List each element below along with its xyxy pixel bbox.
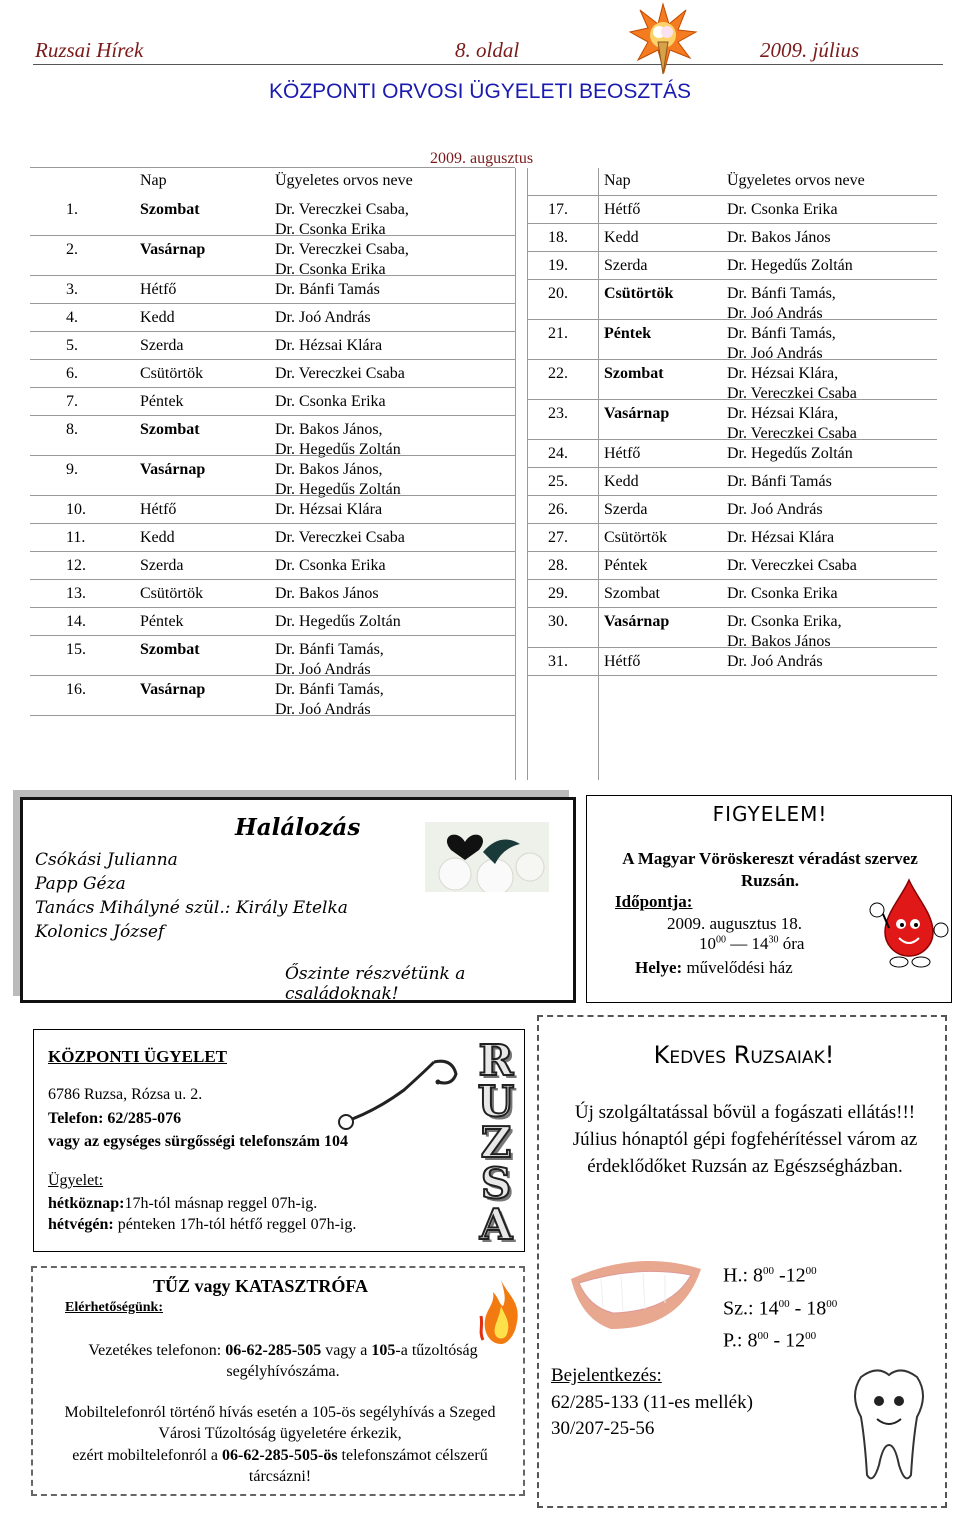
schedule-row-day: Csütörtök xyxy=(604,529,668,546)
ruzsa-logo-letter: S xyxy=(480,1159,512,1208)
obituary-names xyxy=(35,848,348,944)
schedule-row-doctor: Dr. Vereczkei Csaba, xyxy=(275,241,409,258)
fire-reach-label: Elérhetőségünk: xyxy=(65,1300,163,1315)
schedule-row-day: Vasárnap xyxy=(604,613,670,630)
schedule-row-doctor: Dr. Hegedűs Zoltán xyxy=(275,613,401,630)
schedule-row-doctor: Dr. Vereczkei Csaba xyxy=(275,529,405,546)
schedule-row-number: 31. xyxy=(548,653,568,670)
schedule-row-day: Csütörtök xyxy=(604,285,674,302)
schedule-row-day: Szombat xyxy=(140,201,200,218)
dental-title: Kedves Ruzsaiak! xyxy=(653,1041,835,1069)
schedule-row-number: 18. xyxy=(548,229,568,246)
fire-emergency-box xyxy=(31,1266,525,1496)
schedule-row-doctor: Dr. Bakos János xyxy=(727,229,831,246)
schedule-row-rule xyxy=(30,275,515,276)
schedule-row-doctor: Dr. Joó András xyxy=(727,653,823,670)
blood-drive-hours: $10^{00}$ — $14^{30}$ óra xyxy=(699,934,805,953)
schedule-row-rule xyxy=(30,387,515,388)
schedule-row-number: 25. xyxy=(548,473,568,490)
schedule-row-rule xyxy=(527,319,937,320)
schedule-row-number: 1. xyxy=(66,201,78,218)
schedule-row-rule xyxy=(527,359,937,360)
tooth-mascot-icon xyxy=(847,1365,931,1489)
schedule-row-rule xyxy=(527,523,937,524)
schedule-row-number: 24. xyxy=(548,445,568,462)
schedule-row-number: 15. xyxy=(66,641,86,658)
schedule-row-number: 29. xyxy=(548,585,568,602)
schedule-row-day: Péntek xyxy=(140,613,184,630)
schedule-row-doctor: Dr. Vereczkei Csaba, xyxy=(275,201,409,218)
ruzsa-logo-letter: A xyxy=(479,1200,513,1249)
stethoscope-icon xyxy=(334,1052,464,1132)
ruzsa-logo-letter: R xyxy=(478,1036,514,1085)
schedule-row-rule xyxy=(527,399,937,400)
blood-drive-box xyxy=(586,795,952,1003)
schedule-row-doctor: Dr. Bánfi Tamás xyxy=(727,473,832,490)
schedule-row-doctor: Dr. Joó András xyxy=(727,305,823,322)
schedule-row-rule xyxy=(30,551,515,552)
schedule-row-number: 17. xyxy=(548,201,568,218)
fire-title: TŰZ vagy KATASZTRÓFA xyxy=(153,1276,369,1296)
schedule-row-doctor: Dr. Hézsai Klára xyxy=(275,337,383,354)
central-duty-weekend: hétvégén: pénteken 17h-tól hétfő reggel 07h-ig. xyxy=(48,1216,357,1233)
schedule-row-doctor: Dr. Bánfi Tamás, xyxy=(727,285,836,302)
schedule-row-day: Szerda xyxy=(604,257,648,274)
table-divider xyxy=(527,168,528,780)
schedule-row-doctor: Dr. Hegedűs Zoltán xyxy=(275,441,401,458)
schedule-row-number: 10. xyxy=(66,501,86,518)
schedule-row-number: 19. xyxy=(548,257,568,274)
schedule-row-rule xyxy=(30,523,515,524)
schedule-row-doctor: Dr. Bakos János xyxy=(727,633,831,650)
blood-drive-location: Helye: művelődési ház xyxy=(635,958,793,977)
schedule-row-rule xyxy=(527,675,937,676)
schedule-row-rule xyxy=(527,467,937,468)
schedule-row-day: Kedd xyxy=(604,229,639,246)
central-duty-emergency: vagy az egységes sürgősségi telefonszám 104 xyxy=(48,1133,348,1150)
fire-mobile-number: ezért mobiltelefonról a 06-62-285-505-ös telefonszámot célszerű tárcsázni! xyxy=(72,1447,488,1485)
header-date: 2009. július xyxy=(760,38,860,62)
dental-hours-row: P.: $8^{00} - 12^{00}$ xyxy=(723,1329,817,1352)
schedule-row-number: 11. xyxy=(66,529,86,546)
schedule-row-day: Szombat xyxy=(604,585,660,602)
schedule-month: 2009. augusztus xyxy=(430,150,534,167)
col-header-doctor-left: Ügyeletes orvos neve xyxy=(275,172,413,189)
blood-drive-title: FIGYELEM! xyxy=(712,802,828,826)
schedule-row-day: Hétfő xyxy=(604,201,641,218)
schedule-row-rule xyxy=(30,579,515,580)
schedule-row-number: 6. xyxy=(66,365,78,382)
schedule-row-day: Szerda xyxy=(140,337,184,354)
schedule-row-doctor: Dr. Csonka Erika xyxy=(727,201,838,218)
schedule-row-rule xyxy=(30,675,515,676)
obituary-name: Csókási Julianna xyxy=(35,850,178,870)
schedule-row-doctor: Dr. Bakos János, xyxy=(275,421,383,438)
schedule-row-day: Csütörtök xyxy=(140,365,204,382)
schedule-row-rule xyxy=(30,235,515,236)
schedule-row-day: Kedd xyxy=(604,473,639,490)
central-duty-address: 6786 Ruzsa, Rózsa u. 2. xyxy=(48,1086,203,1103)
schedule-row-doctor: Dr. Joó András xyxy=(275,309,371,326)
schedule-row-day: Szombat xyxy=(604,365,664,382)
schedule-row-doctor: Dr. Csonka Erika xyxy=(727,585,838,602)
dental-announcement: Új szolgáltatással bővül a fogászati ellátás!!! Július hónaptól gépi fogfehérítéssel várom az érdeklődőket Ruzsán az Egészségházban. xyxy=(572,1102,918,1177)
schedule-row-number: 20. xyxy=(548,285,568,302)
schedule-row-doctor: Dr. Bánfi Tamás xyxy=(275,281,380,298)
col-header-day-right: Nap xyxy=(604,172,631,189)
schedule-row-number: 30. xyxy=(548,613,568,630)
schedule-row-rule xyxy=(30,359,515,360)
col-header-day-left: Nap xyxy=(140,172,167,189)
schedule-row-doctor: Dr. Csonka Erika xyxy=(275,557,386,574)
roses-heart-image xyxy=(425,822,549,892)
schedule-row-rule xyxy=(527,607,937,608)
obituary-closing: Őszinte részvétünk a családoknak! xyxy=(285,964,466,1004)
schedule-row-number: 14. xyxy=(66,613,86,630)
central-duty-weekday: hétköznap:17h-tól másnap reggel 07h-ig. xyxy=(48,1195,318,1212)
table-top-rule xyxy=(527,195,937,196)
fire-landline: Vezetékes telefonon: 06-62-285-505 vagy a 105-a tűzoltóság segélyhívószáma. xyxy=(88,1342,478,1380)
schedule-row-rule xyxy=(527,647,937,648)
schedule-row-rule xyxy=(527,495,937,496)
schedule-row-doctor: Dr. Csonka Erika xyxy=(275,221,386,238)
smile-image xyxy=(561,1249,711,1345)
schedule-row-rule xyxy=(30,607,515,608)
schedule-row-doctor: Dr. Csonka Erika xyxy=(275,393,386,410)
blood-drive-announcement: A Magyar Vöröskereszt véradást szervez Ruzsán. xyxy=(622,849,918,890)
header-rule xyxy=(33,64,943,65)
obituary-name: Papp Géza xyxy=(35,874,126,894)
schedule-row-doctor: Dr. Csonka Erika xyxy=(275,261,386,278)
schedule-row-rule xyxy=(527,251,937,252)
schedule-row-day: Hétfő xyxy=(604,653,641,670)
obituary-name: Kolonics József xyxy=(35,922,165,942)
schedule-row-day: Hétfő xyxy=(140,501,177,518)
header-left: Ruzsai Hírek xyxy=(35,38,144,62)
table-divider xyxy=(598,168,599,780)
schedule-row-doctor: Dr. Hézsai Klára xyxy=(727,529,835,546)
schedule-row-doctor: Dr. Hegedűs Zoltán xyxy=(727,445,853,462)
obituary-box xyxy=(20,797,576,1003)
schedule-row-doctor: Dr. Csonka Erika, xyxy=(727,613,842,630)
schedule-row-doctor: Dr. Joó András xyxy=(727,345,823,362)
dental-hours-row: Sz.: $14^{00} - 18^{00}$ xyxy=(723,1297,838,1320)
central-duty-phone: Telefon: 62/285-076 xyxy=(48,1110,182,1127)
schedule-row-rule xyxy=(30,715,515,716)
schedule-row-rule xyxy=(30,331,515,332)
schedule-row-doctor: Dr. Bakos János, xyxy=(275,461,383,478)
schedule-row-rule xyxy=(527,551,937,552)
schedule-row-doctor: Dr. Bánfi Tamás, xyxy=(275,681,384,698)
sun-icecream-icon xyxy=(628,2,698,82)
schedule-row-number: 22. xyxy=(548,365,568,382)
flame-icon xyxy=(477,1276,525,1348)
schedule-row-day: Vasárnap xyxy=(140,461,206,478)
schedule-row-day: Vasárnap xyxy=(604,405,670,422)
schedule-row-number: 4. xyxy=(66,309,78,326)
schedule-row-doctor: Dr. Joó András xyxy=(275,661,371,678)
col-header-doctor-right: Ügyeletes orvos neve xyxy=(727,172,865,189)
obituary-title: Halálozás xyxy=(235,814,361,841)
schedule-row-number: 13. xyxy=(66,585,86,602)
blood-drive-date: 2009. augusztus 18. xyxy=(667,914,803,933)
schedule-row-number: 2. xyxy=(66,241,78,258)
schedule-row-day: Vasárnap xyxy=(140,681,206,698)
schedule-row-doctor: Dr. Hegedűs Zoltán xyxy=(275,481,401,498)
central-duty-title: KÖZPONTI ÜGYELET xyxy=(48,1047,228,1066)
dental-hours-row: H.: $8^{00}$ $-12^{00}$ xyxy=(723,1264,817,1287)
ruzsa-logo xyxy=(472,1036,520,1249)
schedule-row-rule xyxy=(527,279,937,280)
schedule-row-day: Csütörtök xyxy=(140,585,204,602)
schedule-row-number: 3. xyxy=(66,281,78,298)
schedule-row-rule xyxy=(30,303,515,304)
schedule-row-doctor: Dr. Joó András xyxy=(275,701,371,718)
schedule-row-day: Kedd xyxy=(140,529,175,546)
dental-phone-2: 30/207-25-56 xyxy=(551,1418,655,1439)
schedule-row-number: 12. xyxy=(66,557,86,574)
schedule-row-number: 8. xyxy=(66,421,78,438)
schedule-row-doctor: Dr. Hézsai Klára xyxy=(275,501,383,518)
schedule-row-doctor: Dr. Bánfi Tamás, xyxy=(727,325,836,342)
schedule-row-rule xyxy=(30,495,515,496)
schedule-row-number: 16. xyxy=(66,681,86,698)
schedule-row-number: 7. xyxy=(66,393,78,410)
header-page: 8. oldal xyxy=(455,38,520,62)
schedule-row-day: Kedd xyxy=(140,309,175,326)
dental-phone-1: 62/285-133 (11-es mellék) xyxy=(551,1392,753,1413)
schedule-row-rule xyxy=(527,223,937,224)
schedule-row-number: 9. xyxy=(66,461,78,478)
schedule-row-day: Péntek xyxy=(140,393,184,410)
schedule-row-number: 21. xyxy=(548,325,568,342)
page-title: KÖZPONTI ORVOSI ÜGYELETI BEOSZTÁS xyxy=(268,80,692,103)
schedule-row-number: 28. xyxy=(548,557,568,574)
dental-booking-label: Bejelentkezés: xyxy=(551,1365,662,1386)
schedule-row-number: 27. xyxy=(548,529,568,546)
dental-box xyxy=(537,1015,947,1508)
schedule-row-doctor: Dr. Joó András xyxy=(727,501,823,518)
obituary-name: Tanács Mihályné szül.: Király Etelka xyxy=(35,898,348,918)
schedule-row-day: Szerda xyxy=(140,557,184,574)
schedule-row-doctor: Dr. Hézsai Klára, xyxy=(727,405,839,422)
schedule-row-day: Péntek xyxy=(604,325,652,342)
schedule-row-day: Szombat xyxy=(140,641,200,658)
schedule-row-doctor: Dr. Vereczkei Csaba xyxy=(727,385,857,402)
schedule-row-doctor: Dr. Bakos János xyxy=(275,585,379,602)
dental-hours xyxy=(723,1257,837,1355)
schedule-row-day: Szombat xyxy=(140,421,200,438)
ruzsa-logo-letter: Z xyxy=(480,1118,512,1167)
central-duty-box xyxy=(33,1029,525,1252)
table-top-rule xyxy=(30,167,515,168)
schedule-row-doctor: Dr. Hézsai Klára, xyxy=(727,365,839,382)
schedule-row-doctor: Dr. Hegedűs Zoltán xyxy=(727,257,853,274)
schedule-row-rule xyxy=(30,455,515,456)
schedule-row-day: Szerda xyxy=(604,501,648,518)
fire-mobile-info: Mobiltelefonról történő hívás esetén a 105-ös segélyhívás a Szeged Városi Tűzoltóság ügyeletére érkezik, xyxy=(64,1404,496,1442)
schedule-row-rule xyxy=(527,579,937,580)
schedule-row-day: Vasárnap xyxy=(140,241,206,258)
schedule-row-day: Hétfő xyxy=(604,445,641,462)
schedule-row-doctor: Dr. Vereczkei Csaba xyxy=(275,365,405,382)
schedule-row-day: Péntek xyxy=(604,557,648,574)
central-duty-label: Ügyelet: xyxy=(48,1172,104,1189)
blood-drop-mascot-icon xyxy=(869,874,949,970)
schedule-row-doctor: Dr. Vereczkei Csaba xyxy=(727,425,857,442)
schedule-row-number: 5. xyxy=(66,337,78,354)
schedule-row-number: 26. xyxy=(548,501,568,518)
schedule-row-number: 23. xyxy=(548,405,568,422)
ruzsa-logo-letter: U xyxy=(477,1077,515,1126)
schedule-row-doctor: Dr. Bánfi Tamás, xyxy=(275,641,384,658)
schedule-row-rule xyxy=(30,635,515,636)
schedule-row-rule xyxy=(527,439,937,440)
schedule-row-doctor: Dr. Vereczkei Csaba xyxy=(727,557,857,574)
schedule-row-day: Hétfő xyxy=(140,281,177,298)
schedule-row-rule xyxy=(30,415,515,416)
table-divider xyxy=(515,168,516,780)
blood-drive-time-label: Időpontja: xyxy=(615,892,693,911)
